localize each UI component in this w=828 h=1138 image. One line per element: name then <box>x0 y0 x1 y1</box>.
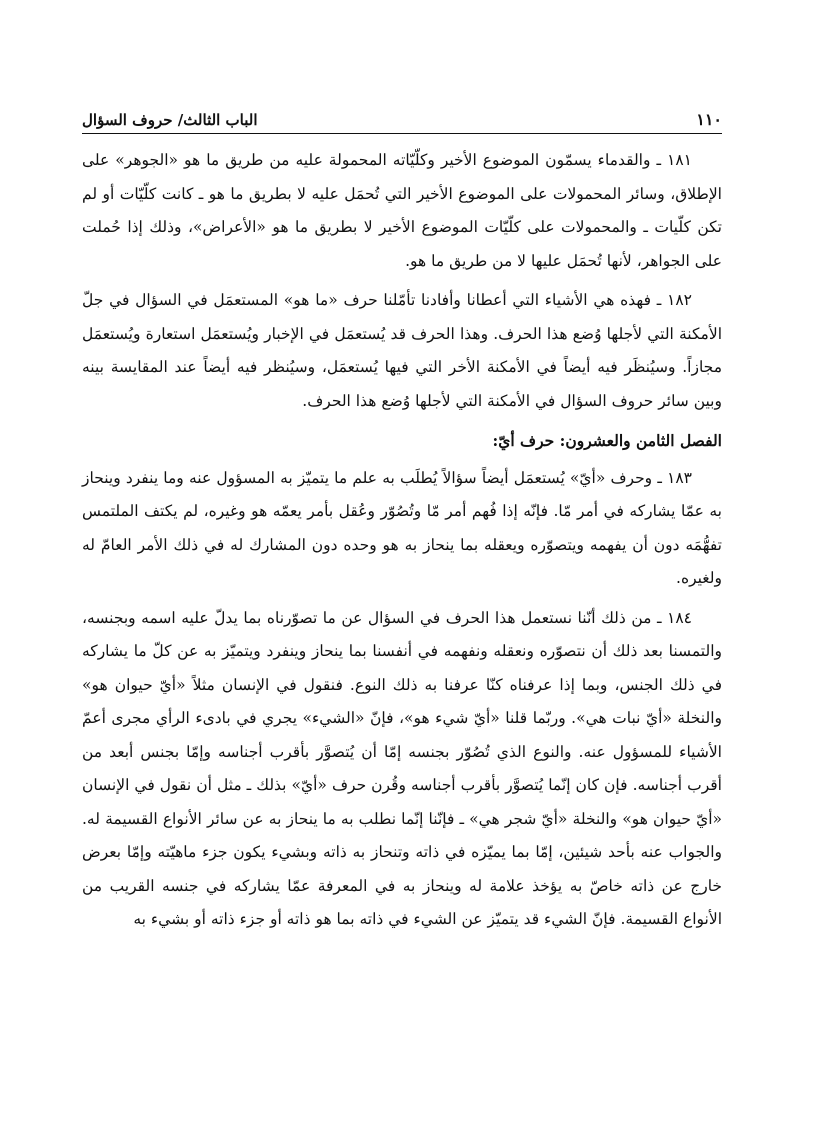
paragraph-182: ١٨٢ ـ فهذه هي الأشياء التي أعطانا وأفادنا تأمّلنا حرف «ما هو» المستعمَل في السؤال في جلّ الأمكنة التي لأجلها وُضع هذا الحرف. وهذا الحرف قد يُستعمَل في الإخبار ويُستعمَل استعارة ويُستعمَل مجازاً. وسيُنظَر فيه أيضاً في الأمكنة الأخر التي فيها يُستعمَل، وسيُنظر فيه أيضاً عند المقايسة بينه وبين سائر حروف السؤال في الأمكنة التي لأجلها وُضع هذا الحرف. <box>82 291 722 410</box>
body-text <box>82 144 722 937</box>
paragraph-183: ١٨٣ ـ وحرف «أيّ» يُستعمَل أيضاً سؤالاً يُطلَب به علم ما يتميّز به المسؤول عنه وما ينفرد وينحاز به عمّا يشاركه في أمر مّا. فإنّه إذا فُهم أمر مّا وتُصُوّر وعُقل بأمر يعمّه هو وغيره، لم يكتف الملتمس تفهُّمَه دون أن يفهمه ويتصوّره ويعقله بما ينحاز به هو وحده دون المشارك له في ذلك الأمر العامّ له ولغيره. <box>82 468 722 587</box>
paragraph-184: ١٨٤ ـ من ذلك أنّنا نستعمل هذا الحرف في السؤال عن ما تصوّرناه بما يدلّ عليه اسمه وبجنسه، والتمسنا بعد ذلك أن نتصوّره ونعقله ونفهمه في أنفسنا بما ينحاز وينفرد ويتميّز به عن كلّ ما يشاركه في ذلك الجنس، وبما إذا عرفناه كنّا عرفنا به ذلك النوع. فنقول في الإنسان مثلاً «أيّ حيوان هو» والنخلة «أيّ نبات هي». وربّما قلنا «أيّ شيء هو»، فإنّ «الشيء» يجري في بادىء الرأي مجرى أعمّ الأشياء للمسؤول عنه. والنوع الذي تُصُوّر بجنسه إمّا أن يُتصوَّر بأقرب أجناسه وإمّا بجنس أبعد من أقرب أجناسه. فإن كان إنّما يُتصوَّر بأقرب أجناسه وقُرن حرف «أيّ» بذلك ـ مثل أن نقول في الإنسان «أيّ حيوان هو» والنخلة «أيّ شجر هي» ـ فإنّنا إنّما نطلب به ما ينحاز به عن سائر الأنواع القسيمة له. والجواب عنه بأحد شيئين، إمّا بما يميّزه في ذاته وتنحاز به ذاته وبشيء يكون جزء ماهيّته وإمّا بعرض خارج عن ذاته خاصّ به يؤخذ علامة له وينحاز به في المعرفة عمّا يشاركه في جنسه القريب من الأنواع القسيمة. فإنّ الشيء قد يتميّز عن الشيء في ذاته بما هو ذاته أو جزء ذاته أو بشيء به <box>82 608 722 928</box>
section-heading: الفصل الثامن والعشرون: حرف أيّ: <box>492 431 722 450</box>
page-number: ١١٠ <box>696 110 722 129</box>
book-page <box>82 110 722 943</box>
paragraph-181: ١٨١ ـ والقدماء يسمّون الموضوع الأخير وكلّيّاته المحمولة عليه من طريق ما هو «الجوهر» على الإطلاق، وسائر المحمولات على الموضوع الأخير التي تُحمَل عليه لا بطريق ما هو ـ كانت كلّيّات أو لم تكن كلّيات ـ والمحمولات على كلّيّات الموضوع الأخير لا بطريق ما هو «الأعراض»، وذلك إذا حُملت على الجواهر، لأنها تُحمَل عليها لا من طريق ما هو. <box>82 151 722 270</box>
running-header <box>82 110 722 134</box>
chapter-title: الباب الثالث/ حروف السؤال <box>82 111 258 129</box>
